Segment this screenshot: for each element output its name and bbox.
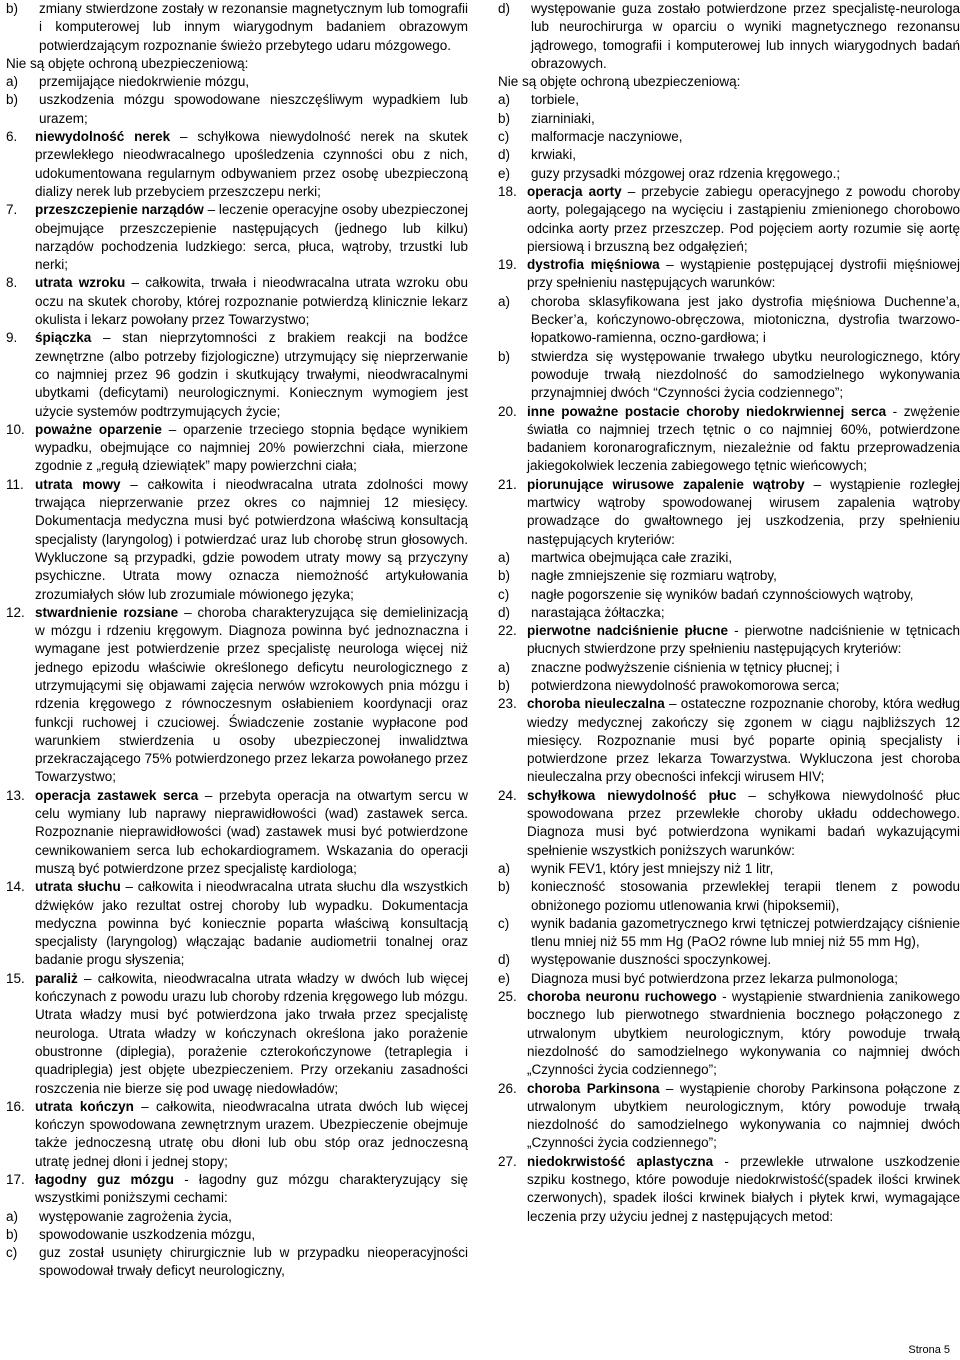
item-number: 11. — [6, 476, 24, 492]
sub-item-letter: c) — [498, 915, 510, 931]
sub-item — [498, 951, 960, 969]
sub-item — [498, 146, 960, 164]
item-text: – choroba charakteryzująca się demielinizacją w mózgu i rdzeniu kręgowym. Diagnoza powinna być jednoznaczna i wymagane jest potwierdzenie przez specjalistę neurologa więcej niż jednego epizodu właściwie określonego deficytu neurologicznego z utrzymującymi się objawami zajęcia nerwów wzrokowych pnia mózgu i rdzenia kręgowego z równoczesnym osłabieniem koordynacji oraz funkcji ruchowej i czuciowej. Świadczenie zostanie wypłacone pod warunkiem stwierdzenia u osoby ubezpieczonej inwalidztwa przekraczającego 75% potwierdzonego przez lekarza powołanego przez Towarzystwo; — [35, 604, 469, 785]
item-number: 21. — [498, 476, 517, 492]
item-title: choroba nieuleczalna — [527, 696, 665, 712]
sub-item-letter: a) — [6, 74, 19, 90]
item-number: 22. — [498, 623, 517, 639]
sub-item-letter: b) — [498, 677, 511, 693]
item-number: 26. — [498, 1080, 517, 1096]
list-item — [498, 1080, 960, 1153]
list-item — [6, 476, 468, 604]
item-number: 8. — [6, 275, 18, 291]
sub-item-text: występowanie zagrożenia życia, — [39, 1208, 232, 1224]
list-item — [6, 421, 468, 476]
sub-item-letter: a) — [6, 1208, 19, 1224]
sub-item-letter: c) — [498, 586, 510, 602]
item-text: – ostateczne rozpoznanie choroby, która według wiedzy medycznej zakończy się zgonem w ciągu najbliższych 12 miesięcy. Rozpoznanie musi być poparte opinią specjalisty i potwierdzone przez lekarza Towarzystwa. Wykluczona jest choroba nieuleczalna przy obecności infekcji wirusem HIV; — [527, 696, 960, 785]
item-title: utrata mowy — [35, 476, 121, 492]
sub-item — [6, 73, 468, 91]
sub-item-text: krwiaki, — [531, 147, 577, 163]
list-item — [498, 787, 960, 860]
sub-item — [498, 604, 960, 622]
list-item — [498, 695, 960, 786]
sub-item — [498, 586, 960, 604]
list-item — [6, 201, 468, 274]
sub-item-letter: e) — [498, 165, 511, 181]
list-item — [6, 604, 468, 787]
item-number: 23. — [498, 696, 517, 712]
list-item — [6, 878, 468, 969]
sub-item-letter: b) — [6, 1226, 19, 1242]
sub-item-text: uszkodzenia mózgu spowodowane nieszczęśliwym wypadkiem lub urazem; — [39, 92, 468, 126]
item-text: – stan nieprzytomności z brakiem reakcji na bodźce zewnętrzne (albo potrzeby fizjologiczne) utrzymujący się nieprzerwanie co najmniej przez 96 godzin i skutkujący trwałymi, nieodwracalnymi ubytkami (deficytami) neurologicznymi. Koniecznym wymogiem jest użycie systemów podtrzymujących życie; — [35, 330, 468, 419]
item-title: inne poważne postacie choroby niedokrwiennej serca — [527, 403, 887, 419]
sub-item-text: torbiele, — [531, 92, 580, 108]
list-item — [6, 787, 468, 878]
sub-item-letter: b) — [498, 110, 511, 126]
sub-item — [498, 659, 960, 677]
item-number: 17. — [6, 1172, 25, 1187]
item-number: 7. — [6, 202, 18, 218]
item-title: utrata kończyn — [35, 1098, 134, 1114]
item-title: stwardnienie rozsiane — [35, 604, 179, 620]
sub-item — [498, 91, 960, 109]
sub-item-letter: d) — [498, 147, 511, 163]
sub-item — [6, 1208, 468, 1226]
sub-item-text: spowodowanie uszkodzenia mózgu, — [39, 1226, 256, 1242]
item-text: – wystąpienie rozległej martwicy wątroby spowodowanej wirusem zapalenia wątroby prowadzące do gwałtownego jej uszkodzenia, przy spełnieniu następujących kryteriów: — [527, 476, 960, 547]
item-number: 12. — [6, 604, 25, 620]
sub-item-text: występowanie guza zostało potwierdzone przez specjalistę-neurologa lub neurochirurga w oparciu o wyniki magnetycznego rezonansu jądrowego, tomografii i komputerowej lub innych wiarygodnych badań obrazowych. — [531, 1, 960, 71]
list-item — [498, 988, 960, 1079]
sub-item — [498, 860, 960, 878]
right-column — [498, 0, 960, 1226]
sub-item — [498, 293, 960, 348]
sub-item — [498, 348, 960, 403]
sub-item-letter: b) — [6, 92, 19, 108]
sub-item-text: malformacje naczyniowe, — [531, 129, 683, 145]
item-text: – oparzenie trzeciego stopnia będące wynikiem wypadku, obejmujące co najmniej 20% powierzchni ciała, mierzone zgodnie z „regułą dziewiątek” mapy powierzchni ciała; — [35, 421, 468, 474]
item-text: – wystąpienie choroby Parkinsona połączone z utrwalonym ubytkiem neurologicznym, który powoduje trwałą niezdolność do samodzielnego wykonywania co najmniej dwóch „Czynności życia codziennego”; — [527, 1080, 960, 1151]
sub-item — [6, 91, 468, 128]
sub-item-letter: a) — [498, 659, 511, 675]
item-title: łagodny guz mózgu — [35, 1172, 174, 1187]
sub-item-letter: c) — [498, 129, 510, 145]
item-number: 16. — [6, 1098, 25, 1114]
sub-item-letter: b) — [498, 879, 511, 895]
list-item — [498, 1153, 960, 1226]
list-item — [6, 1171, 468, 1208]
item-text: - zwężenie światła co najmniej trzech tętnic o co najmniej 60%, potwierdzone badaniem koronarograficznym, niezależnie od faktu przeprowadzenia jakiegokolwiek leczenia zabiegowego tętnic wieńcowych; — [527, 403, 960, 474]
item-number: 14. — [6, 879, 25, 895]
sub-item-letter: b) — [6, 1, 19, 16]
sub-item-letter: b) — [498, 568, 511, 584]
item-number: 24. — [498, 787, 517, 803]
list-item — [498, 183, 960, 256]
sub-item — [498, 110, 960, 128]
item-number: 25. — [498, 989, 517, 1005]
item-title: niedokrwistość aplastyczna — [527, 1153, 714, 1169]
sub-item-letter: b) — [498, 348, 511, 364]
item-title: niewydolność nerek — [35, 129, 171, 145]
item-title: paraliż — [35, 970, 78, 986]
section-note: Nie są objęte ochroną ubezpieczeniową: — [498, 74, 741, 90]
sub-item-letter: a) — [498, 549, 511, 565]
sub-item — [498, 128, 960, 146]
sub-item-letter: d) — [498, 604, 511, 620]
item-title: choroba Parkinsona — [527, 1080, 660, 1096]
item-number: 15. — [6, 970, 25, 986]
sub-item — [498, 915, 960, 952]
sub-item-text: wynik FEV1, który jest mniejszy niż 1 litr, — [531, 860, 774, 876]
sub-item-text: choroba sklasyfikowana jest jako dystrofia mięśniowa Duchenne’a, Becker’a, kończynowo-obręczowa, miotoniczna, dystrofia twarzowo-łopatkowo-ramienna, oczno-gardłowa; i — [531, 293, 960, 346]
item-title: utrata wzroku — [35, 275, 126, 291]
sub-item — [498, 0, 960, 73]
sub-item — [498, 567, 960, 585]
item-text: – schyłkowa niewydolność płuc spowodowana przez przewlekłe choroby układu oddechowego. Diagnoza musi być potwierdzona wynikami badań wykazującymi spełnienie wszystkich poniższych warunków: — [527, 787, 960, 858]
item-title: utrata słuchu — [35, 879, 121, 895]
sub-item — [498, 677, 960, 695]
sub-item-text: martwica obejmująca całe zraziki, — [531, 549, 733, 565]
item-title: dystrofia mięśniowa — [527, 257, 660, 273]
item-number: 20. — [498, 403, 517, 419]
sub-item-letter: d) — [498, 1, 511, 16]
sub-item-letter: a) — [498, 860, 511, 876]
item-text: - wystąpienie stwardnienia zanikowego bocznego lub pierwotnego stwardnienia bocznego połączonego z utrwalonym ubytkiem neurologicznym, który powoduje trwałą niezdolność do samodzielnego wykonywania co najmniej dwóch „Czynności życia codziennego”; — [527, 989, 960, 1078]
item-number: 19. — [498, 257, 517, 273]
sub-item-text: znaczne podwyższenie ciśnienia w tętnicy płucnej; i — [531, 659, 840, 675]
list-item — [6, 329, 468, 420]
sub-item-letter: c) — [6, 1245, 18, 1261]
list-item — [6, 128, 468, 201]
sub-item-text: narastająca żółtaczka; — [531, 604, 665, 620]
item-title: operacja aorty — [527, 183, 622, 199]
sub-item — [6, 0, 468, 55]
item-number: 27. — [498, 1153, 517, 1169]
sub-item-text: nagłe pogorszenie się wyników badań czynnościowych wątroby, — [531, 586, 914, 602]
list-item — [498, 403, 960, 476]
item-number: 10. — [6, 421, 25, 437]
list-item — [498, 622, 960, 659]
item-text: – przebyta operacja na otwartym sercu w celu wymiany lub naprawy nieprawidłowości (wad) zastawek serca. Rozpoznanie nieprawidłowości (wad) zastawek musi być potwierdzone cewnikowaniem serca lub echokardiogramem. Wskazania do operacji muszą być potwierdzone przez specjalistę kardiologa; — [35, 787, 468, 876]
item-title: piorunujące wirusowe zapalenie wątroby — [527, 476, 805, 492]
item-text: – całkowita, nieodwracalna utrata władzy w dwóch lub więcej kończynach z powodu urazu lub choroby rdzenia kręgowego lub mózgu. Utrata władzy musi być potwierdzona jako trwała przez specjalistę neurologa. Utrata władzy w kończynach określona jako porażenie obustronne (diplegia), porażenie czterokończynowe (tetraplegia i quadriplegia) jest objęte ubezpieczeniem. Przy orzekaniu zasadności roszczenia nie bierze się pod uwagę niedowładów; — [35, 970, 468, 1096]
sub-item-text: nagłe zmniejszenie się rozmiaru wątroby, — [531, 568, 777, 584]
item-text: – schyłkowa niewydolność nerek na skutek przewlekłego nieodwracalnego upośledzenia czynności obu z nich, udokumentowana regularnym odbywaniem przez osobę ubezpieczoną dializy nerek lub przebyciem przeszczepu nerki; — [35, 129, 469, 199]
list-item — [6, 1098, 468, 1171]
sub-item — [6, 1226, 468, 1244]
item-title: śpiączka — [35, 330, 92, 346]
item-text: - przewlekłe utrwalone uszkodzenie szpiku kostnego, które powoduje niedokrwistość(spadek ilości krwinek czerwonych), spadek ilości krwinek białych i płytek krwi, wymagające leczenia przy użyciu jednej z następujących metod: — [527, 1153, 960, 1224]
sub-item-text: Diagnoza musi być potwierdzona przez lekarza pulmonologa; — [531, 970, 898, 986]
item-text: – leczenie operacyjne osoby ubezpieczonej obejmujące przeszczepienie następujących (jednego lub kilku) narządów pochodzenia ludzkiego: serca, płuca, wątroby, trzustki lub nerki; — [35, 202, 468, 273]
item-text: – całkowita i nieodwracalna utrata słuchu dla wszystkich dźwięków jako rezultat ostrej choroby lub wypadku. Dokumentacja medyczna powinna być koniecznie poparta właściwą konsultacją specjalisty (laryngolog) włączając badanie audiometrii tonalnej oraz badanie progu słyszenia; — [35, 879, 468, 968]
item-title: schyłkowa niewydolność płuc — [527, 787, 737, 803]
sub-item — [498, 165, 960, 183]
list-item — [498, 256, 960, 293]
item-title: pierwotne nadciśnienie płucne — [527, 623, 729, 639]
item-text: - pierwotne nadciśnienie w tętnicach płucnych stwierdzone przy spełnieniu następujących kryteriów: — [527, 623, 960, 657]
section-note: Nie są objęte ochroną ubezpieczeniową: — [6, 55, 249, 71]
sub-item-text: przemijające niedokrwienie mózgu, — [39, 74, 250, 90]
sub-item — [6, 1244, 468, 1281]
page-number: Strona 5 — [908, 1344, 950, 1356]
list-item — [6, 274, 468, 329]
item-title: przeszczepienie narządów — [35, 202, 204, 218]
item-number: 6. — [6, 129, 18, 145]
sub-item-text: guzy przysadki mózgowej oraz rdzenia kręgowego.; — [531, 165, 841, 181]
sub-item — [498, 970, 960, 988]
sub-item-text: wynik badania gazometrycznego krwi tętniczej potwierdzający ciśnienie tlenu mniej niż 55 mm Hg (PaO2 równe lub mniej niż 55 mm Hg), — [531, 915, 960, 950]
left-column — [6, 0, 468, 1281]
item-text: - łagodny guz mózgu charakteryzujący się wszystkimi poniższymi cechami: — [35, 1172, 468, 1206]
item-text: – przebycie zabiegu operacyjnego z powodu choroby aorty, polegającego na wycięciu i zastąpieniu zmienionego chorobowo odcinka aorty przez przeszczep. Pod pojęciem aorty rozumie się aortę piersiową i brzuszną bez odgałęzień; — [527, 183, 960, 254]
sub-item — [498, 878, 960, 915]
sub-item-letter: a) — [498, 293, 511, 309]
item-title: poważne oparzenie — [35, 421, 162, 437]
sub-item-letter: d) — [498, 952, 511, 968]
item-number: 13. — [6, 787, 25, 803]
sub-item — [498, 549, 960, 567]
sub-item-text: występowanie duszności spoczynkowej. — [531, 952, 772, 968]
item-title: operacja zastawek serca — [35, 787, 199, 803]
item-text: – całkowita i nieodwracalna utrata zdolności mowy trwająca nieprzerwanie przez okres co najmniej 12 miesięcy. Dokumentacja medyczna musi być potwierdzona właściwą konsultacją specjalisty (laryngolog) i potwierdzać uraz lub chorobę strun głosowych. Wykluczone są przypadki, gdzie powodem utraty mowy są przyczyny psychiczne. Utrata mowy oznacza niemożność artykułowania zrozumiałych słów lub zrozumiale mówionego języka; — [35, 476, 468, 602]
item-number: 9. — [6, 330, 18, 346]
item-number: 18. — [498, 183, 517, 199]
item-title: choroba neuronu ruchowego — [527, 989, 717, 1005]
item-text: – całkowita, nieodwracalna utrata dwóch lub więcej kończyn spowodowana zewnętrznym urazem. Ubezpieczenie obejmuje także jednoczesną utratę obu dłoni lub obu stóp oraz jednoczesną utratę jednej dłoni i jednej stopy; — [35, 1098, 468, 1169]
sub-item-letter: a) — [498, 92, 511, 108]
sub-item-text: konieczność stosowania przewlekłej terapii tlenem z powodu obniżonego poziomu utlenowania krwi (hipoksemii), — [531, 879, 960, 913]
item-text: – wystąpienie postępującej dystrofii mięśniowej przy spełnieniu następujących warunków: — [527, 257, 960, 291]
sub-item-text: potwierdzona niewydolność prawokomorowa serca; — [531, 677, 840, 693]
item-text: – całkowita, trwała i nieodwracalna utrata wzroku obu oczu na skutek choroby, której rozpoznanie potwierdzą klinicznie lekarz okulista i lekarz powołany przez Towarzystwo; — [35, 275, 468, 328]
sub-item-text: stwierdza się występowanie trwałego ubytku neurologicznego, który powoduje trwałą niezdolność do samodzielnego wykonywania przynajmniej dwóch “Czynności życia codziennego”; — [531, 348, 960, 401]
list-item — [498, 476, 960, 549]
sub-item-text: guz został usunięty chirurgicznie lub w przypadku nieoperacyjności spowodował trwały deficyt neurologiczny, — [39, 1245, 468, 1279]
sub-item-text: ziarniniaki, — [531, 110, 595, 126]
sub-item-text: zmiany stwierdzone zostały w rezonansie magnetycznym lub tomografii i komputerowej lub innym wiarygodnym badaniem obrazowym potwierdzającym rozpoznanie świeżo przebytego udaru mózgowego. — [39, 1, 468, 53]
list-item — [6, 970, 468, 1098]
sub-item-letter: e) — [498, 970, 511, 986]
